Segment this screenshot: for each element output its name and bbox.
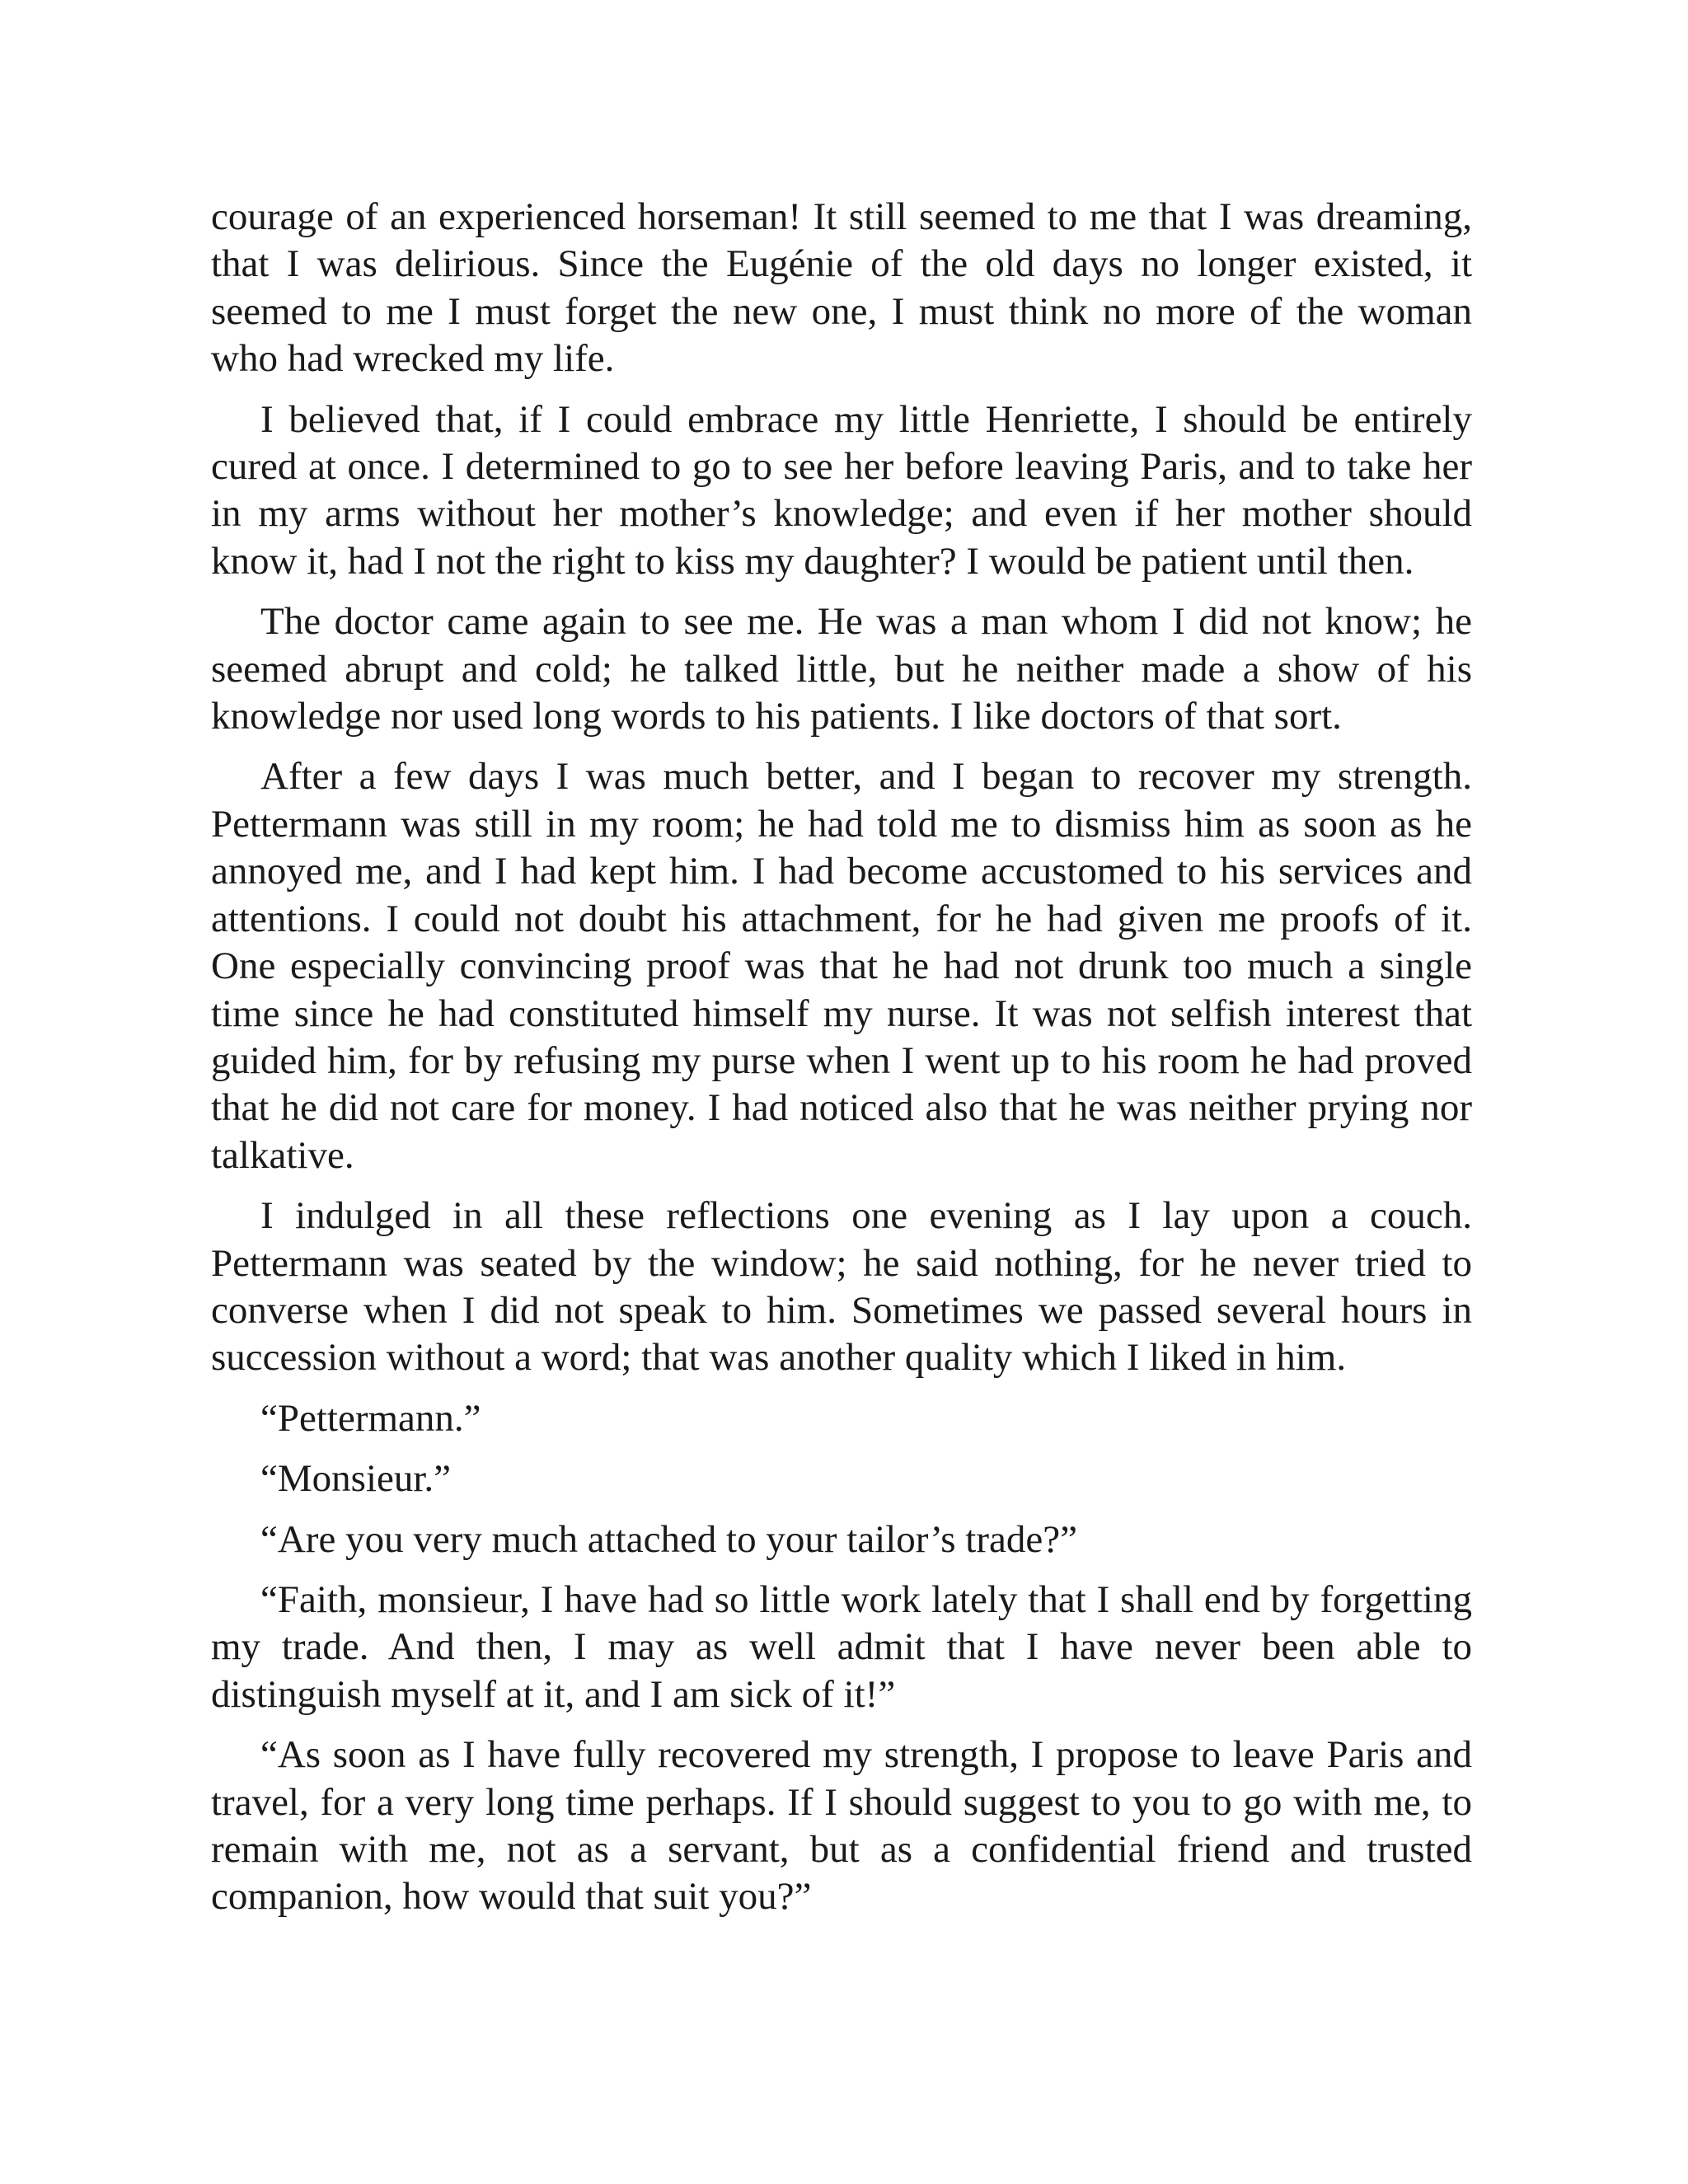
paragraph-henriette: I believed that, if I could embrace my little Henriette, I should be entirely cured at once. I determined to go to see her before leaving Paris, and to take her in my arms without her mother’s knowledge; and even if her mother should know it, had I not the right to kiss my daughter? I would be patient until then. [211, 397, 1472, 583]
dialogue-paragraph: “Faith, monsieur, I have had so little work lately that I shall end by forgetting my trade. And then, I may as well admit that I have never been able to distinguish myself at it, and I am sick of it!” [211, 1577, 1472, 1716]
paragraph-doctor: The doctor came again to see me. He was a man whom I did not know; he seemed abrupt and cold; he talked little, but he neither made a show of his knowledge nor used long words to his patients. I like doctors of that sort. [211, 600, 1472, 738]
dialogue-line: “Are you very much attached to your tailor’s trade?” [260, 1517, 1077, 1561]
page-text [211, 194, 1472, 1934]
dialogue-paragraph: “As soon as I have fully recovered my strength, I propose to leave Paris and travel, for a very long time perhaps. If I should suggest to you to go with me, to remain with me, not as a servant, but as a confidential friend and trusted companion, how would that suit you?” [211, 1733, 1472, 1919]
paragraph-reflections: I indulged in all these reflections one evening as I lay upon a couch. Pettermann was seated by the window; he said nothing, for he never tried to converse when I did not speak to him. Sometimes we passed several hours in succession without a word; that was another quality which I liked in him. [211, 1194, 1472, 1380]
dialogue-line: “Monsieur.” [260, 1457, 452, 1501]
dialogue-line: “Pettermann.” [260, 1396, 481, 1440]
paragraph-continued: courage of an experienced horseman! It still seemed to me that I was dreaming, that I was delirious. Since the Eugénie of the old days no longer existed, it seemed to me I must forget the new one, I must think no more of the woman who had wrecked my life. [211, 195, 1472, 381]
paragraph-recovery: After a few days I was much better, and I began to recover my strength. Pettermann was still in my room; he had told me to dismiss him as soon as he annoyed me, and I had kept him. I had become accustomed to his services and attentions. I could not doubt his attachment, for he had given me proofs of it. One especially convincing proof was that he had not drunk too much a single time since he had constituted himself my nurse. It was not selfish interest that guided him, for by refusing my purse when I went up to his room he had proved that he did not care for money. I had noticed also that he was neither prying nor talkative. [211, 755, 1472, 1177]
